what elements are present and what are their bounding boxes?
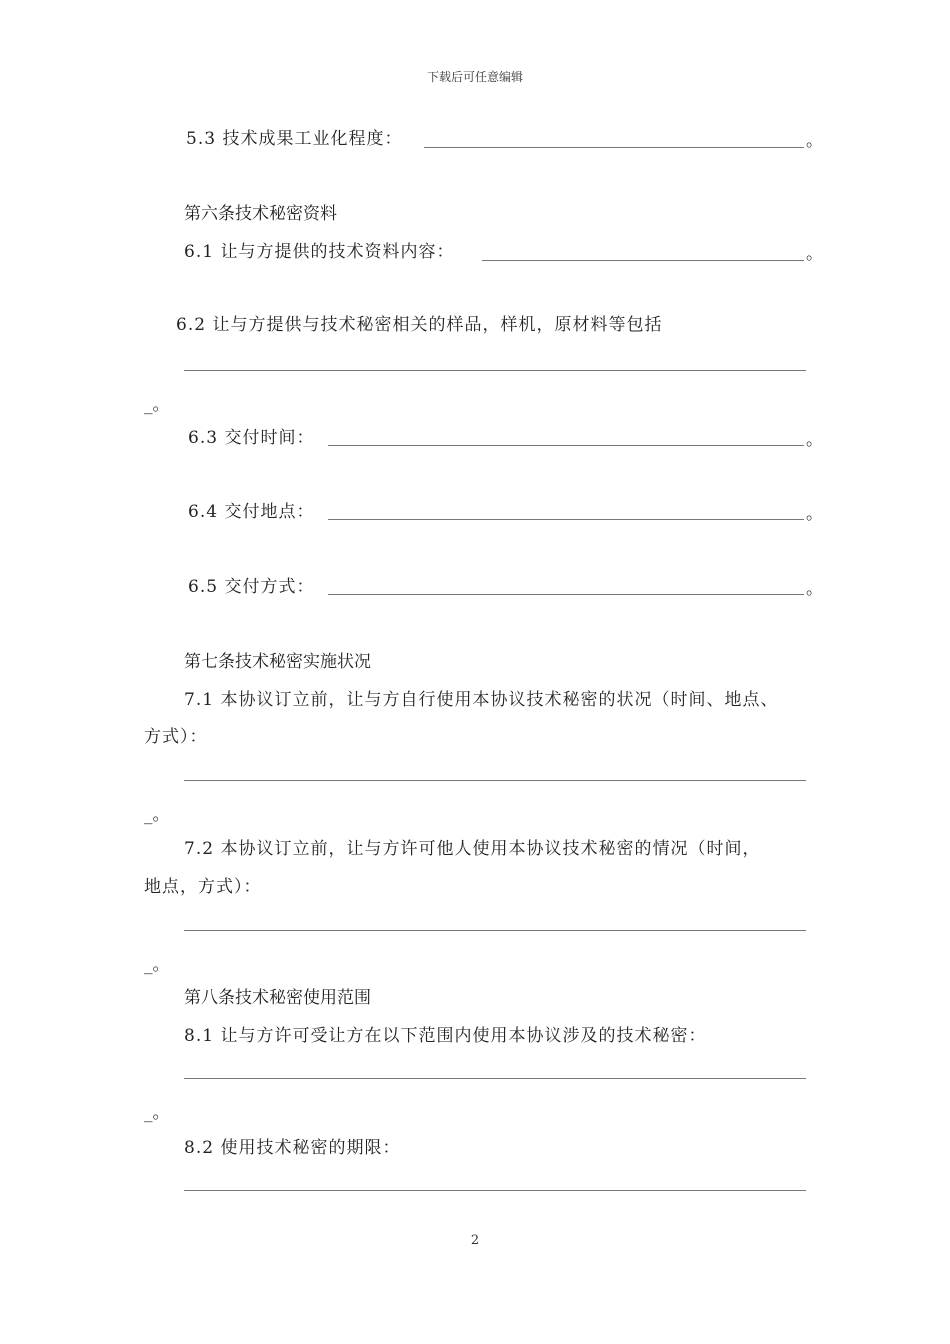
clause-5-3-period: 。	[806, 131, 823, 151]
clause-7-1-blank	[184, 780, 806, 781]
clause-6-3-period: 。	[806, 430, 823, 450]
clause-6-2-end: _。	[144, 395, 170, 415]
clause-7-2-blank	[184, 930, 806, 931]
clause-7-1-line1: 7.1 本协议订立前，让与方自行使用本协议技术秘密的状况（时间、地点、	[184, 690, 779, 710]
clause-6-1-period: 。	[806, 244, 823, 264]
clause-5-3-label: 5.3 技术成果工业化程度：	[186, 129, 403, 149]
clause-8-2-label: 8.2 使用技术秘密的期限：	[184, 1138, 401, 1158]
clause-6-3-blank	[328, 445, 804, 446]
clause-7-2-end: _。	[144, 955, 170, 975]
clause-6-2-label: 6.2 让与方提供与技术秘密相关的样品，样机，原材料等包括	[176, 315, 663, 335]
page-header: 下载后可任意编辑	[426, 70, 523, 84]
page-number: 2	[470, 1233, 480, 1248]
clause-6-5-blank	[328, 594, 804, 595]
clause-7-1-line2: 方式）：	[144, 727, 208, 747]
clause-5-3-blank	[424, 147, 804, 148]
clause-8-1-blank	[184, 1078, 806, 1079]
clause-6-4-blank	[328, 519, 804, 520]
article-6-heading: 第六条技术秘密资料	[184, 204, 337, 224]
clause-8-2-blank	[184, 1190, 806, 1191]
clause-7-2-line1: 7.2 本协议订立前，让与方许可他人使用本协议技术秘密的情况（时间，	[184, 839, 761, 859]
clause-6-4-period: 。	[806, 504, 823, 524]
clause-7-1-end: _。	[144, 805, 170, 825]
clause-6-1-label: 6.1 让与方提供的技术资料内容：	[184, 242, 455, 262]
clause-6-4-label: 6.4 交付地点：	[188, 502, 315, 522]
clause-6-5-period: 。	[806, 579, 823, 599]
article-8-heading: 第八条技术秘密使用范围	[184, 988, 371, 1008]
clause-6-5-label: 6.5 交付方式：	[188, 577, 315, 597]
clause-8-1-end: _。	[144, 1103, 170, 1123]
article-7-heading: 第七条技术秘密实施状况	[184, 652, 371, 672]
clause-6-3-label: 6.3 交付时间：	[188, 428, 315, 448]
clause-8-1-label: 8.1 让与方许可受让方在以下范围内使用本协议涉及的技术秘密：	[184, 1026, 707, 1046]
clause-6-2-blank	[184, 370, 806, 371]
clause-6-1-blank	[482, 260, 804, 261]
clause-7-2-line2: 地点，方式）：	[144, 877, 262, 897]
